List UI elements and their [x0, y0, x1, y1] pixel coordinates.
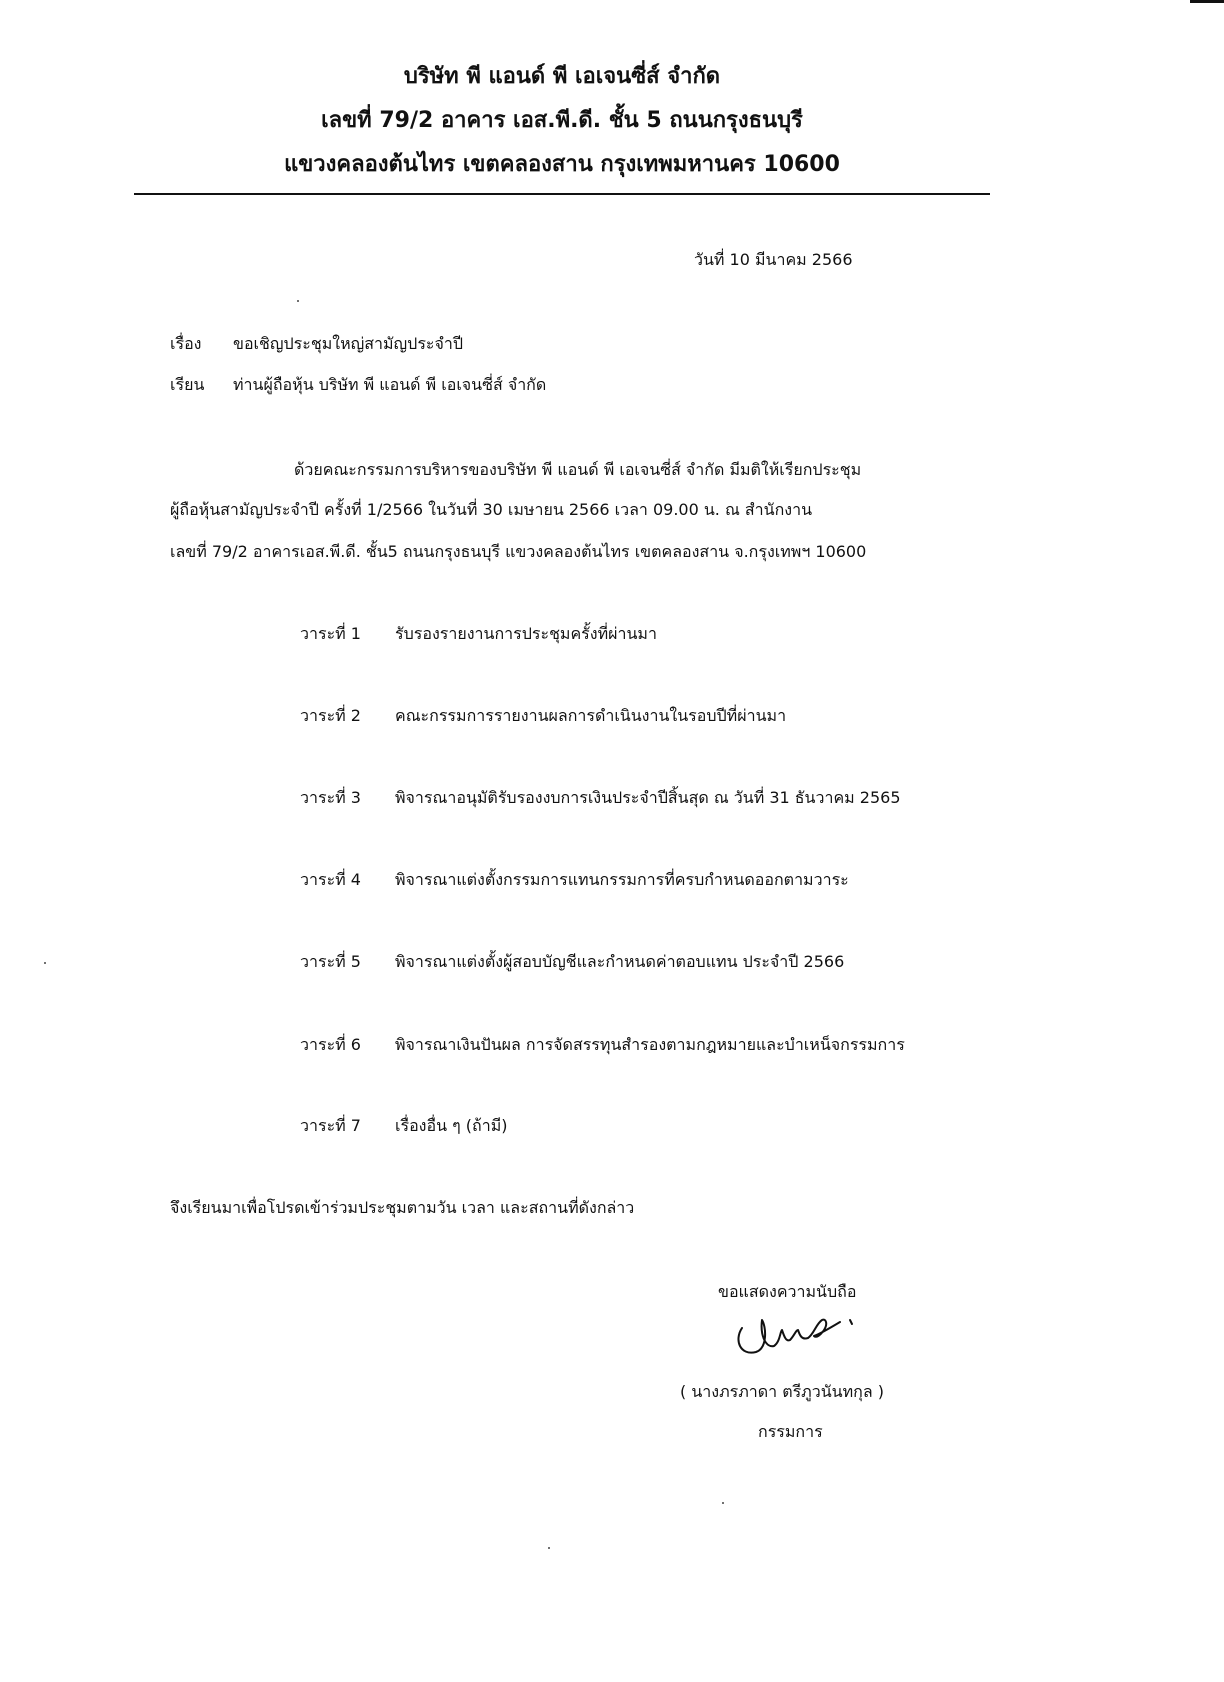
agenda-number: วาระที่ 4	[300, 870, 361, 889]
signatory-name: ( นางภรภาดา ตรีภูวนันทกุล )	[680, 1382, 884, 1401]
agenda-item	[300, 622, 657, 647]
signatory-position: กรรมการ	[758, 1422, 823, 1441]
recipient-value: ท่านผู้ถือหุ้น บริษัท พี แอนด์ พี เอเจนซี่ส์ จำกัด	[233, 375, 547, 394]
company-name: บริษัท พี แอนด์ พี เอเจนซี่ส์ จำกัด	[403, 64, 721, 89]
recipient-label: เรียน	[170, 375, 205, 394]
agenda-number: วาระที่ 1	[300, 624, 361, 643]
agenda-number: วาระที่ 2	[300, 706, 361, 725]
agenda-text: พิจารณาอนุมัติรับรองงบการเงินประจำปีสิ้นสุด ณ วันที่ 31 ธันวาคม 2565	[395, 788, 901, 807]
scan-speck	[722, 1502, 724, 1504]
agenda-item	[300, 950, 844, 975]
header-divider	[134, 193, 990, 195]
scan-speck	[297, 300, 299, 302]
agenda-text: เรื่องอื่น ๆ (ถ้ามี)	[395, 1116, 508, 1135]
body-line-3: เลขที่ 79/2 อาคารเอส.พี.ดี. ชั้น5 ถนนกรุงธนบุรี แขวงคลองต้นไทร เขตคลองสาน จ.กรุงเทพฯ 10600	[170, 542, 867, 561]
body-line-1: ด้วยคณะกรรมการบริหารของบริษัท พี แอนด์ พี เอเจนซี่ส์ จำกัด มีมติให้เรียกประชุม	[294, 460, 862, 479]
scan-speck	[548, 1547, 550, 1549]
subject-label: เรื่อง	[170, 334, 202, 353]
scan-speck	[44, 962, 46, 964]
regards-text: ขอแสดงความนับถือ	[718, 1282, 857, 1301]
agenda-number: วาระที่ 5	[300, 952, 361, 971]
signature-image	[730, 1306, 870, 1362]
company-address-line1: เลขที่ 79/2 อาคาร เอส.พี.ดี. ชั้น 5 ถนนกรุงธนบุรี	[321, 108, 803, 133]
subject-value: ขอเชิญประชุมใหญ่สามัญประจำปี	[233, 334, 464, 353]
company-address-line2: แขวงคลองต้นไทร เขตคลองสาน กรุงเทพมหานคร 10600	[284, 152, 840, 177]
agenda-item	[300, 1033, 905, 1058]
body-line-2: ผู้ถือหุ้นสามัญประจำปี ครั้งที่ 1/2566 ในวันที่ 30 เมษายน 2566 เวลา 09.00 น. ณ สำนักงาน	[170, 500, 813, 519]
agenda-item	[300, 786, 901, 811]
agenda-text: พิจารณาเงินปันผล การจัดสรรทุนสำรองตามกฎหมายและบำเหน็จกรรมการ	[395, 1035, 905, 1054]
agenda-number: วาระที่ 6	[300, 1035, 361, 1054]
closing-sentence: จึงเรียนมาเพื่อโปรดเข้าร่วมประชุมตามวัน เวลา และสถานที่ดังกล่าว	[170, 1198, 635, 1217]
agenda-text: พิจารณาแต่งตั้งกรรมการแทนกรรมการที่ครบกำหนดออกตามวาระ	[395, 870, 849, 889]
corner-mark	[1190, 0, 1224, 3]
agenda-text: พิจารณาแต่งตั้งผู้สอบบัญชีและกำหนดค่าตอบแทน ประจำปี 2566	[395, 952, 845, 971]
agenda-text: รับรองรายงานการประชุมครั้งที่ผ่านมา	[395, 624, 657, 643]
agenda-number: วาระที่ 7	[300, 1116, 361, 1135]
agenda-item	[300, 704, 786, 729]
agenda-item	[300, 1114, 508, 1139]
agenda-text: คณะกรรมการรายงานผลการดำเนินงานในรอบปีที่ผ่านมา	[395, 706, 787, 725]
agenda-item	[300, 868, 849, 893]
agenda-number: วาระที่ 3	[300, 788, 361, 807]
letter-date: วันที่ 10 มีนาคม 2566	[694, 250, 853, 269]
